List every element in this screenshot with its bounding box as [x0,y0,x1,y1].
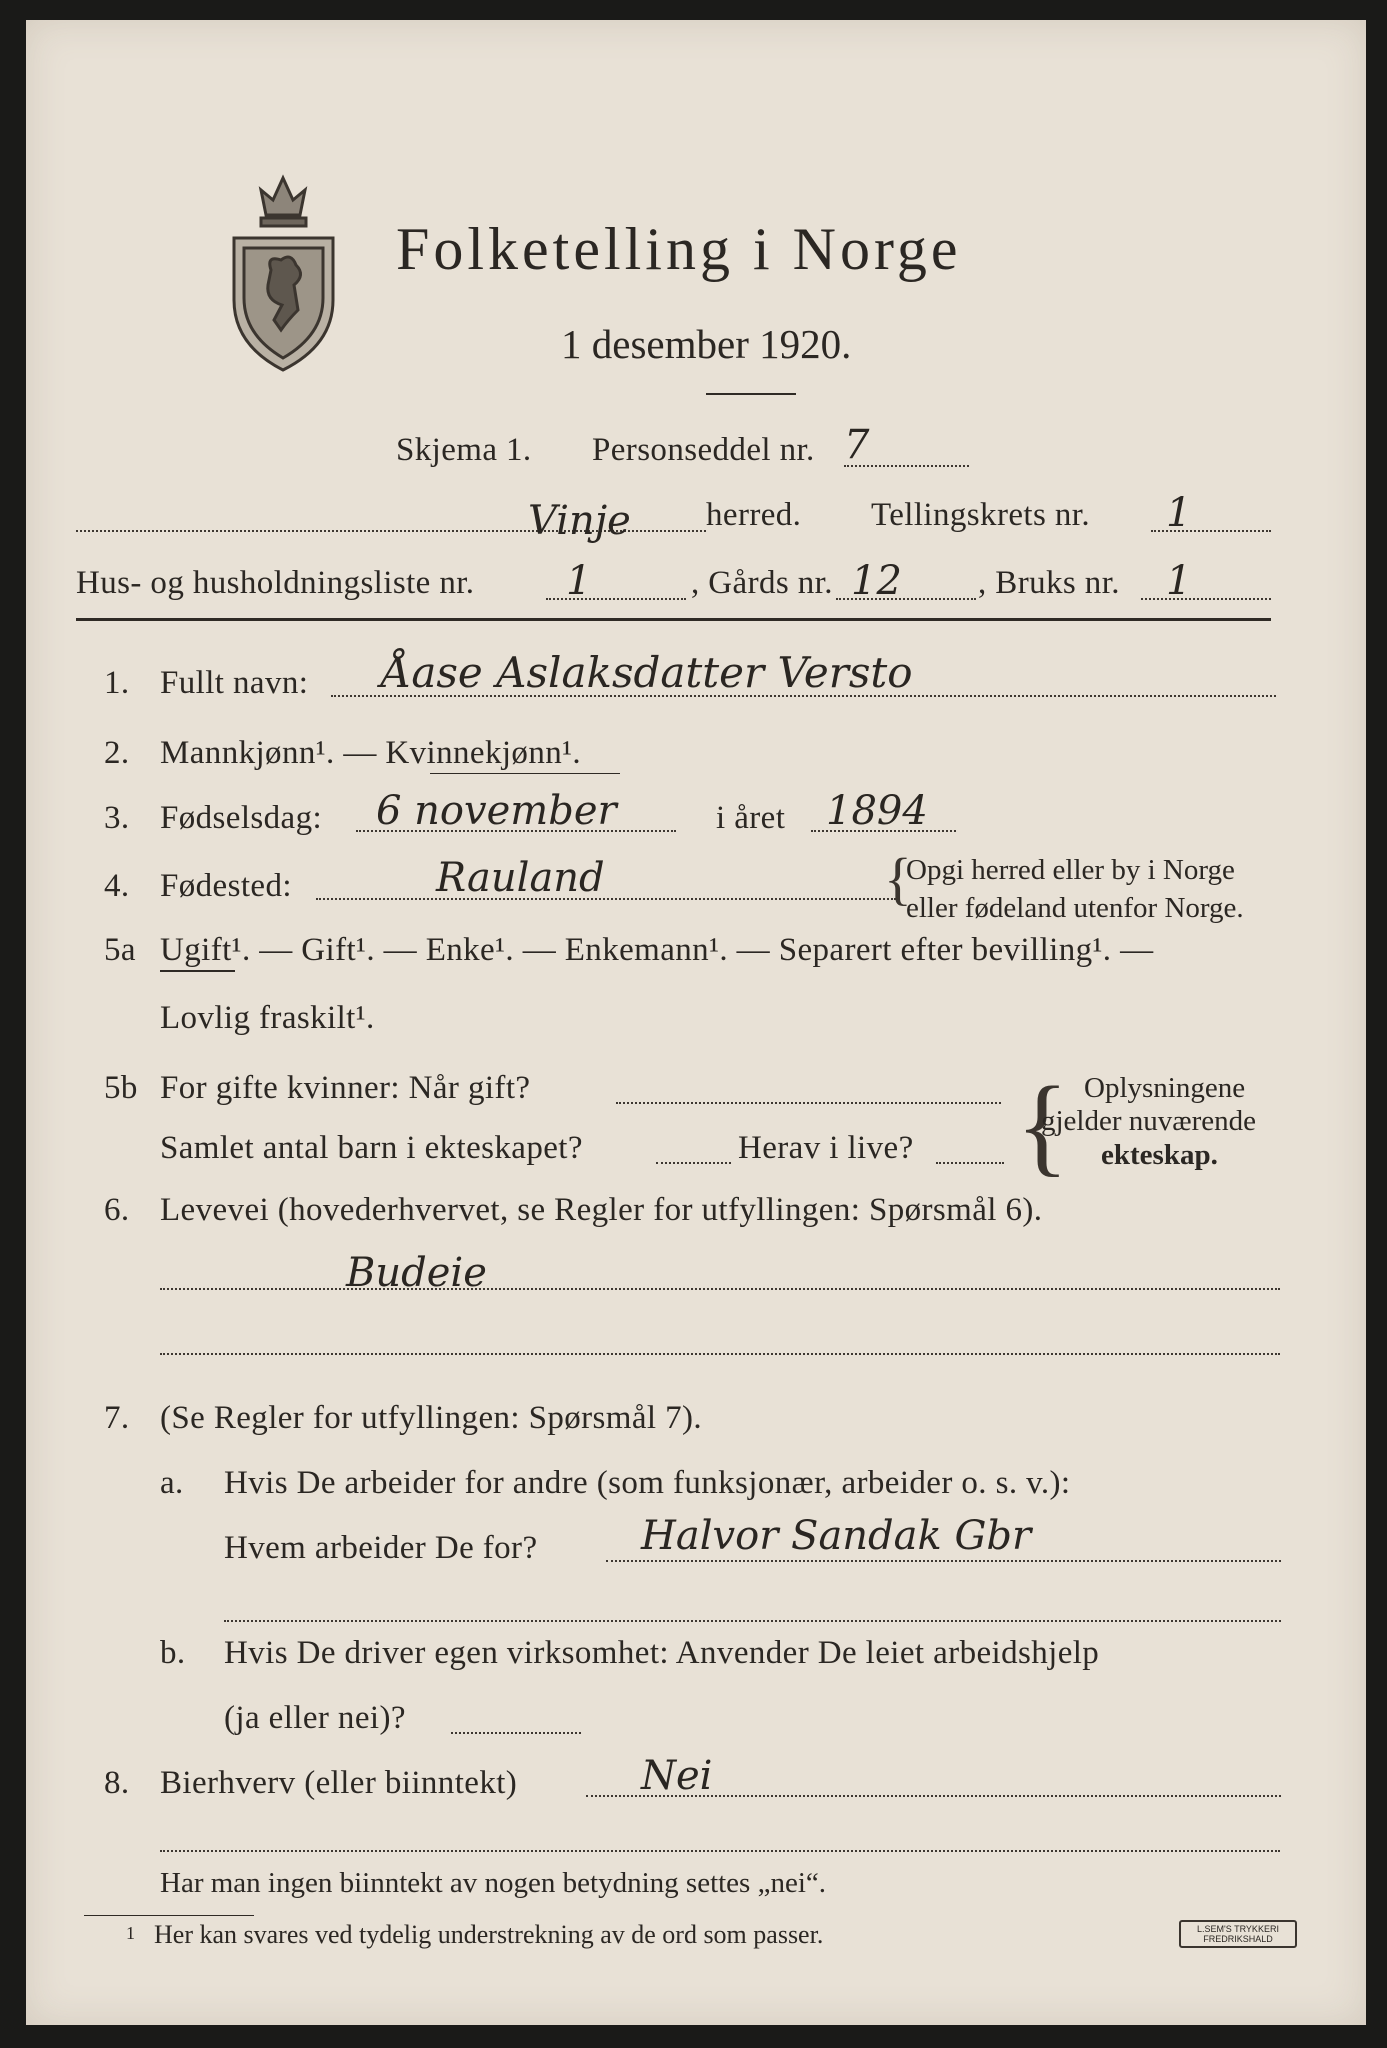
q1-field-line [331,695,1276,697]
q2-label: Mannkjønn¹. — Kvinnekjønn¹. [160,735,582,771]
footnote-rule [84,1915,254,1916]
personseddel-field-line [844,465,969,467]
q6-field-line-2 [160,1353,1280,1355]
hus-field-line [546,598,686,600]
q4-field-line [316,898,896,900]
q7b-letter: b. [160,1635,186,1671]
q4-label: Fødested: [160,868,292,904]
herred-label: herred. [706,497,802,533]
q7a-label-2: Hvem arbeider De for? [224,1530,538,1566]
q8-field-line-1 [586,1795,1281,1797]
q3-birth-date: 6 november [376,788,617,834]
q5a-number: 5a [104,932,136,968]
gards-field-line [836,598,976,600]
tellingskrets-value: 1 [1166,490,1192,536]
bruks-field-line [1141,598,1271,600]
tellingskrets-label: Tellingskrets nr. [871,497,1090,533]
q8-note: Har man ingen biinntekt av nogen betydning settes „nei“. [160,1867,827,1899]
q5a-label: Ugift¹. — Gift¹. — Enke¹. — Enkemann¹. — Separert efter bevilling¹. — [160,932,1154,968]
q1-number: 1. [104,665,130,701]
coat-of-arms-icon [226,160,341,375]
q8-number: 8. [104,1765,130,1801]
q5a-ugift-underline [160,970,235,972]
q5b-note-brace: { [1016,1064,1069,1186]
q3-label: Fødselsdag: [160,800,323,836]
q7-label: (Se Regler for utfyllingen: Spørsmål 7). [160,1400,703,1436]
q7b-label-2: (ja eller nei)? [224,1700,406,1736]
tellingskrets-field-line [1151,530,1271,532]
q5b-note-line-3: ekteskap. [1101,1139,1218,1171]
q6-label: Levevei (hovederhvervet, se Regler for utfyllingen: Spørsmål 6). [160,1192,1043,1228]
q8-label: Bierhverv (eller biinntekt) [160,1765,518,1801]
personseddel-label: Personseddel nr. [592,432,815,468]
q5b-note-line-2: gjelder nuværende [1041,1105,1257,1137]
q2-number: 2. [104,735,130,771]
q3-number: 3. [104,800,130,836]
q7a-label: Hvis De arbeider for andre (som funksjonær, arbeider o. s. v.): [224,1465,1071,1501]
form-title: Folketelling i Norge [396,216,962,282]
hus-value: 1 [566,558,592,604]
q5b-number: 5b [104,1070,138,1106]
q7a-field-line-2 [224,1620,1281,1622]
q1-full-name: Åase Aslaksdatter Versto [381,648,913,697]
census-date: 1 desember 1920. [561,321,852,367]
footnote-marker: 1 [126,1923,135,1943]
q7a-employer: Halvor Sandak Gbr [641,1513,1032,1559]
q4-note-line-2: eller fødeland utenfor Norge. [906,892,1244,924]
skjema-label: Skjema 1. [396,432,532,468]
q3-year-label: i året [716,800,786,836]
q6-field-line-1 [160,1288,1280,1290]
q8-field-line-2 [160,1850,1280,1852]
herred-value: Vinje [528,498,631,544]
header-rule [76,618,1271,621]
q5b-children-field-line [656,1162,731,1164]
q5a-label-2: Lovlig fraskilt¹. [160,1000,375,1036]
bruks-value: 1 [1166,558,1192,604]
q4-note-line-1: Opgi herred eller by i Norge [906,854,1235,886]
q7b-label: Hvis De driver egen virksomhet: Anvender De leiet arbeidshjelp [224,1635,1100,1671]
title-divider [706,393,796,395]
q8-side-income: Nei [641,1753,713,1799]
q7a-field-line-1 [606,1560,1281,1562]
q5b-label: For gifte kvinner: Når gift? [160,1070,531,1106]
q5b-label-2: Samlet antal barn i ekteskapet? [160,1130,583,1166]
q6-number: 6. [104,1192,130,1228]
personseddel-value: 7 [844,422,870,468]
q6-occupation: Budeie [346,1250,487,1296]
bruks-label: , Bruks nr. [978,565,1120,601]
gards-label: , Gårds nr. [691,565,833,601]
q5b-alive-field-line [936,1162,1004,1164]
gards-value: 12 [851,558,902,604]
q5b-note-line-1: Oplysningene [1084,1072,1246,1104]
printer-stamp-line-2: FREDRIKSHALD [1203,1934,1273,1944]
q5b-married-field-line [616,1102,1001,1104]
q4-number: 4. [104,868,130,904]
q3-birth-year: 1894 [826,788,928,834]
q1-label: Fullt navn: [160,665,309,701]
q2-underline [430,773,620,774]
q4-birthplace: Rauland [436,855,605,901]
census-form-sheet [26,20,1366,2025]
printer-stamp [1179,1920,1297,1948]
q7a-letter: a. [160,1465,184,1501]
q4-note-brace: { [884,846,912,911]
footnote-text: Her kan svares ved tydelig understrekning av de ord som passer. [154,1920,824,1949]
q7b-field-line [451,1732,581,1734]
q3-year-field-line [811,830,956,832]
q7-number: 7. [104,1400,130,1436]
hus-label: Hus- og husholdningsliste nr. [76,565,475,601]
q5b-label-3: Herav i live? [738,1130,914,1166]
printer-stamp-line-1: L.SEM'S TRYKKERI [1197,1924,1279,1934]
q3-date-field-line [356,830,676,832]
